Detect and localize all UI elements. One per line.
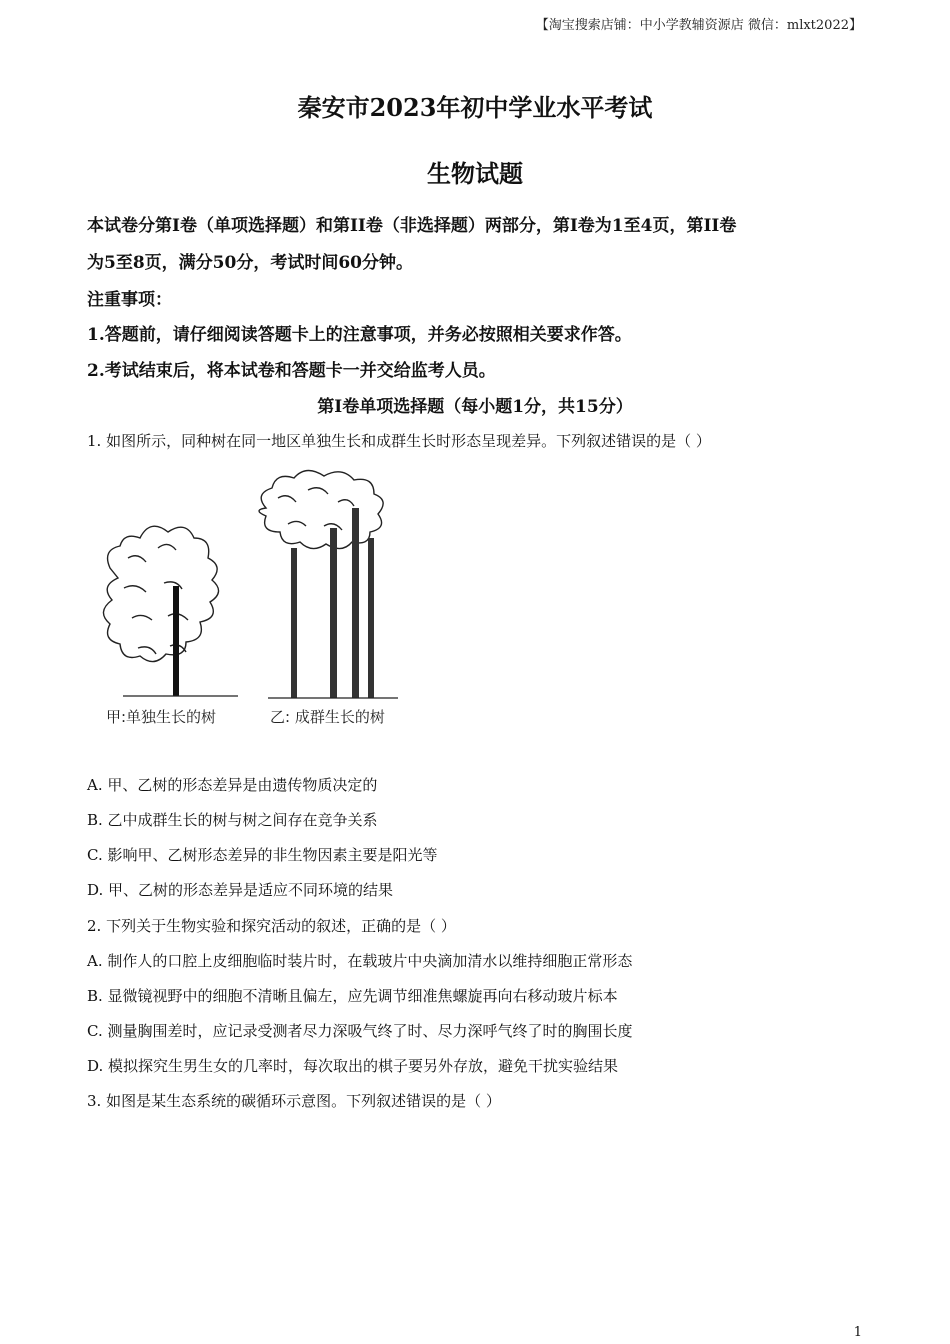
notice-heading: 注重事项： [87, 290, 172, 310]
solitary-trunk [173, 586, 179, 696]
notice-item-1: 1.答题前，请仔细阅读答题卡上的注意事项，并务必按照相关要求作答。 [87, 325, 632, 345]
notice-item-2: 2.考试结束后，将本试卷和答题卡一并交给监考人员。 [87, 361, 496, 381]
intro-line-2: 为5至8页，满分50分，考试时间60分钟。 [87, 253, 413, 273]
group-trunk-2 [330, 528, 337, 698]
question-2-option-b: B. 显微镜视野中的细胞不清晰且偏左，应先调节细准焦螺旋再向右移动玻片标本 [87, 987, 618, 1005]
section-heading: 第I卷单项选择题（每小题1分，共15分） [317, 397, 633, 417]
solitary-tree [103, 526, 218, 661]
figure-caption-b: 乙: 成群生长的树 [270, 708, 385, 726]
figure-caption-a: 甲:单独生长的树 [106, 708, 217, 726]
group-trunk-1 [291, 548, 297, 698]
header-note: 【淘宝搜索店铺：中小学教辅资源店 微信：mlxt2022】 [535, 18, 862, 33]
question-2-stem: 2. 下列关于生物实验和探究活动的叙述，正确的是（ ） [87, 917, 456, 935]
question-1-option-a: A. 甲、乙树的形态差异是由遗传物质决定的 [87, 776, 378, 794]
question-1-option-c: C. 影响甲、乙树形态差异的非生物因素主要是阳光等 [87, 846, 438, 864]
question-2-option-d: D. 模拟探究生男生女的几率时，每次取出的棋子要另外存放，避免干扰实验结果 [87, 1057, 619, 1075]
group-trunk-3 [352, 508, 359, 698]
question-2-option-a: A. 制作人的口腔上皮细胞临时装片时，在载玻片中央滴加清水以维持细胞正常形态 [87, 952, 633, 970]
page-number: 1 [853, 1325, 862, 1340]
question-1-option-b: B. 乙中成群生长的树与树之间存在竞争关系 [87, 811, 378, 829]
question-3-stem: 3. 如图是某生态系统的碳循环示意图。下列叙述错误的是（ ） [87, 1092, 501, 1110]
exam-subtitle: 生物试题 [427, 159, 523, 188]
question-2-option-c: C. 测量胸围差时，应记录受测者尽力深吸气终了时、尽力深呼气终了时的胸围长度 [87, 1022, 633, 1040]
tree-illustration [98, 468, 418, 733]
exam-title: 秦安市2023年初中学业水平考试 [297, 93, 653, 122]
question-1-stem: 1. 如图所示，同种树在同一地区单独生长和成群生长时形态呈现差异。下列叙述错误的是（ ） [87, 432, 711, 450]
tree-figure [98, 468, 418, 733]
intro-line-1: 本试卷分第I卷（单项选择题）和第II卷（非选择题）两部分，第I卷为1至4页，第II卷 [87, 216, 737, 236]
question-1-option-d: D. 甲、乙树的形态差异是适应不同环境的结果 [87, 881, 394, 899]
group-trunk-4 [368, 538, 374, 698]
tree-group [259, 470, 383, 548]
